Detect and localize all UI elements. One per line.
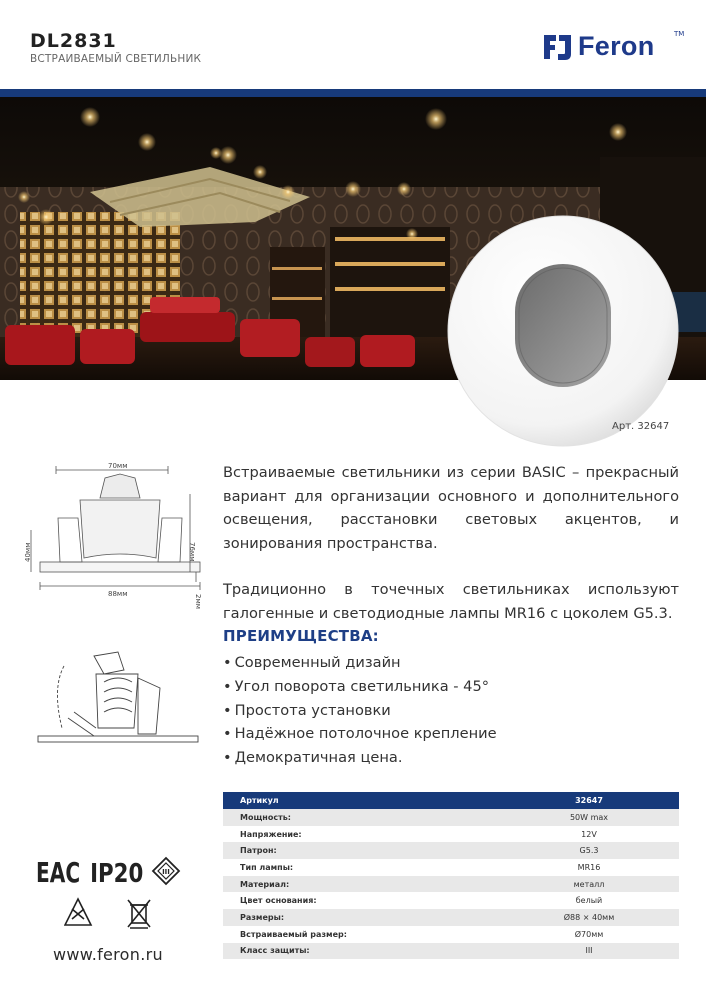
dim-width-bottom: 88мм — [108, 590, 128, 598]
table-row — [223, 826, 679, 843]
table-cell-value: 12V — [581, 829, 597, 839]
description-paragraph: Традиционно в точечных светильниках используют галогенные и светодиодные лампы MR16 с цоколем G5.3. — [223, 581, 679, 622]
dim-width-top: 70мм — [108, 462, 128, 470]
table-row — [223, 892, 679, 909]
table-cell-key: Мощность: — [223, 809, 499, 826]
brand-trademark: TM — [674, 30, 685, 38]
table-cell-key: Тип лампы: — [240, 862, 294, 872]
table-row — [223, 809, 679, 826]
class-iii-label: III — [162, 868, 170, 876]
table-cell-value: G5.3 — [499, 842, 679, 859]
table-cell-value: 50W max — [499, 809, 679, 826]
dim-flange: 2мм — [194, 594, 202, 610]
eac-mark: EAC — [36, 855, 81, 889]
feron-logo-icon — [542, 32, 573, 62]
model-name: DL2831 — [30, 30, 117, 52]
list-item: • Демократичная цена. — [223, 746, 497, 770]
dim-height-right: 76мм — [188, 542, 196, 562]
table-cell-key: Встраиваемый размер: — [240, 929, 347, 939]
table-row — [223, 943, 679, 960]
table-cell-value: белый — [575, 896, 603, 906]
product-description — [223, 461, 679, 625]
table-cell-value: Ø70мм — [574, 929, 604, 939]
class-iii-icon — [153, 858, 179, 884]
description-paragraph: Встраиваемые светильники из серии BASIC – прекрасный вариант для организации основного и дополнительного освещения, расстановки световых акцентов, и зонирования пространства. — [223, 464, 679, 552]
article-number: Арт. 32647 — [612, 421, 670, 432]
header — [0, 0, 706, 90]
table-cell-key: Класс защиты: — [223, 943, 499, 960]
weee-bin-icon — [128, 900, 150, 928]
table-cell-key: Материал: — [223, 876, 499, 893]
product-subtitle: ВСТРАИВАЕМЫЙ СВЕТИЛЬНИК — [30, 53, 202, 65]
list-item: • Простота установки — [223, 699, 497, 723]
list-item: • Угол поворота светильника - 45° — [223, 675, 497, 699]
website-link[interactable]: www.feron.ru — [53, 945, 163, 964]
table-row — [223, 876, 679, 893]
advantages-list — [223, 651, 497, 770]
brand-name: Feron — [578, 31, 655, 61]
advantages-title: ПРЕИМУЩЕСТВА: — [223, 627, 379, 645]
table-row — [223, 926, 679, 943]
fragile-icon — [65, 899, 91, 925]
table-cell-key: Напряжение: — [240, 829, 302, 839]
ip-rating: IP20 — [90, 857, 144, 889]
table-cell-key: Размеры: — [223, 909, 499, 926]
product-image — [447, 215, 679, 447]
table-row — [223, 909, 679, 926]
table-cell-key: Цвет основания: — [240, 896, 317, 906]
table-row — [223, 859, 679, 876]
table-cell-key: Патрон: — [223, 842, 499, 859]
table-row — [223, 842, 679, 859]
certification-marks — [36, 848, 186, 898]
table-cell-value: III — [499, 943, 679, 960]
table-cell-key: Артикул — [223, 792, 499, 809]
dim-height-left: 40мм — [24, 542, 32, 562]
table-cell-value: MR16 — [577, 862, 601, 872]
table-header-row — [223, 792, 679, 809]
rotation-drawing — [34, 648, 199, 754]
disposal-icons — [64, 897, 164, 929]
list-item: • Надёжное потолочное крепление — [223, 722, 497, 746]
spec-table — [223, 792, 679, 959]
table-cell-value: 32647 — [499, 792, 679, 809]
list-item: • Современный дизайн — [223, 651, 497, 675]
table-cell-value: Ø88 × 40мм — [499, 909, 679, 926]
brand-logo — [542, 30, 685, 66]
header-divider — [0, 89, 706, 97]
dimension-drawing — [20, 458, 220, 610]
table-cell-value: металл — [499, 876, 679, 893]
